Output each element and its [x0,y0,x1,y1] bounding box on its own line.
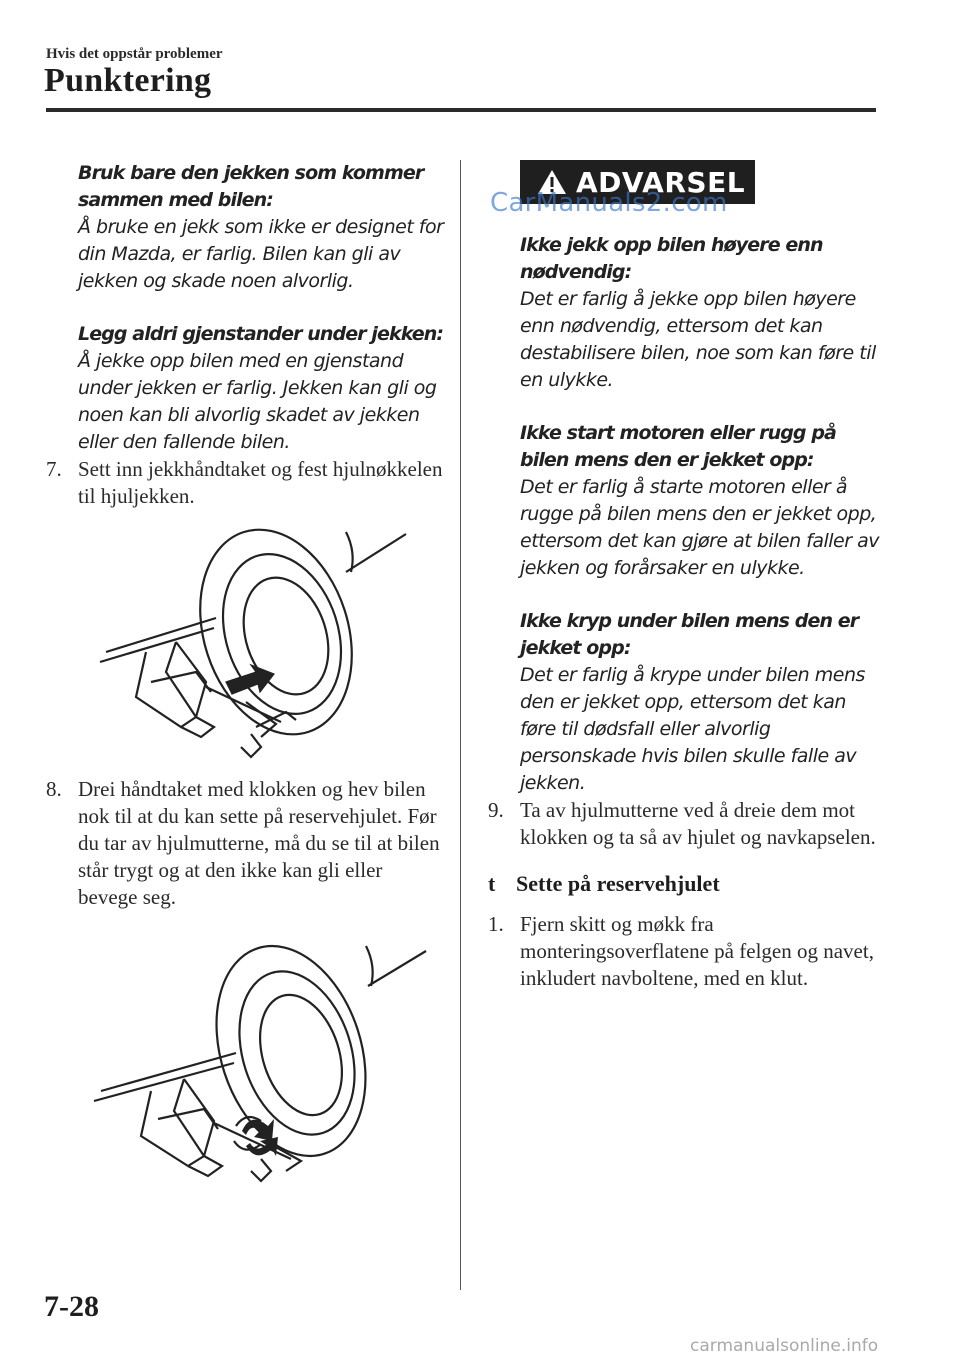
warning-body: Å jekke opp bilen med en gjenstand under jekken er farlig. Jekken kan gli og noen kan bli alvorlig skadet av jekken eller den fallende bilen. [78,350,437,453]
column-divider [460,160,461,1290]
left-column [46,160,446,1191]
warning-heading: Ikke kryp under bilen mens den er jekket opp: [520,610,859,659]
warning-item [520,232,880,394]
subsection-marker: t [488,871,496,896]
step-text: Fjern skitt og møkk fra monteringsoverflatene på felgen og navet, inkludert navboltene, med en klut. [520,912,874,990]
step-text: Ta av hjulmutterne ved å dreie dem mot klokken og ta så av hjulet og navkapselen. [520,798,876,849]
step-1 [488,911,880,992]
warning-badge-label: ADVARSEL [576,165,746,199]
step-9 [488,797,880,851]
step-7 [46,456,446,510]
warning-heading: Ikke jekk opp bilen høyere enn nødvendig: [520,234,823,283]
jack-handle-illustration [46,522,446,762]
warning-body: Det er farlig å krype under bilen mens den er jekket opp, ettersom det kan føre til dødsfall eller alvorlig personskade hvis bilen skulle falle av jekken. [520,664,865,794]
chapter-title: Punktering [44,62,212,99]
right-column [488,160,880,992]
subsection-title: Sette på reservehjulet [516,871,720,896]
warning-body: Det er farlig å starte motoren eller å rugge på bilen mens den er jekket opp, ettersom det kan gjøre at bilen faller av jekken og forårsaker en ulykke. [520,476,879,579]
section-title: Hvis det oppstår problemer [46,46,223,62]
warning-item [78,160,446,295]
step-number: 9. [488,798,504,822]
warning-item [520,420,880,582]
footer-watermark: carmanualsonline.info [690,1336,879,1356]
step-text: Sett inn jekkhåndtaket og fest hjulnøkkelen til hjuljekken. [78,457,443,508]
warning-item [520,608,880,797]
header-rule [46,108,876,112]
warning-heading: Bruk bare den jekken som kommer sammen med bilen: [78,162,424,211]
warning-body: Å bruke en jekk som ikke er designet for din Mazda, er farlig. Bilen kan gli av jekken og skade noen alvorlig. [78,216,444,292]
warning-heading: Ikke start motoren eller rugg på bilen mens den er jekket opp: [520,422,836,471]
subsection-heading [488,871,880,897]
jack-raise-illustration [46,931,446,1191]
step-8 [46,776,446,911]
page-number: 7-28 [44,1290,99,1323]
watermark: CarManuals2.com [490,188,728,218]
warning-body: Det er farlig å jekke opp bilen høyere enn nødvendig, ettersom det kan destabilisere bilen, noe som kan føre til en ulykke. [520,288,876,391]
step-text: Drei håndtaket med klokken og hev bilen nok til at du kan sette på reservehjulet. Før du tar av hjulmutterne, må du se til at bilen står trygt og at den ikke kan gli eller bevege seg. [78,777,440,909]
warning-item [78,321,446,456]
step-number: 8. [46,777,62,801]
step-number: 7. [46,457,62,481]
warning-heading: Legg aldri gjenstander under jekken: [78,323,444,345]
step-number: 1. [488,912,504,936]
